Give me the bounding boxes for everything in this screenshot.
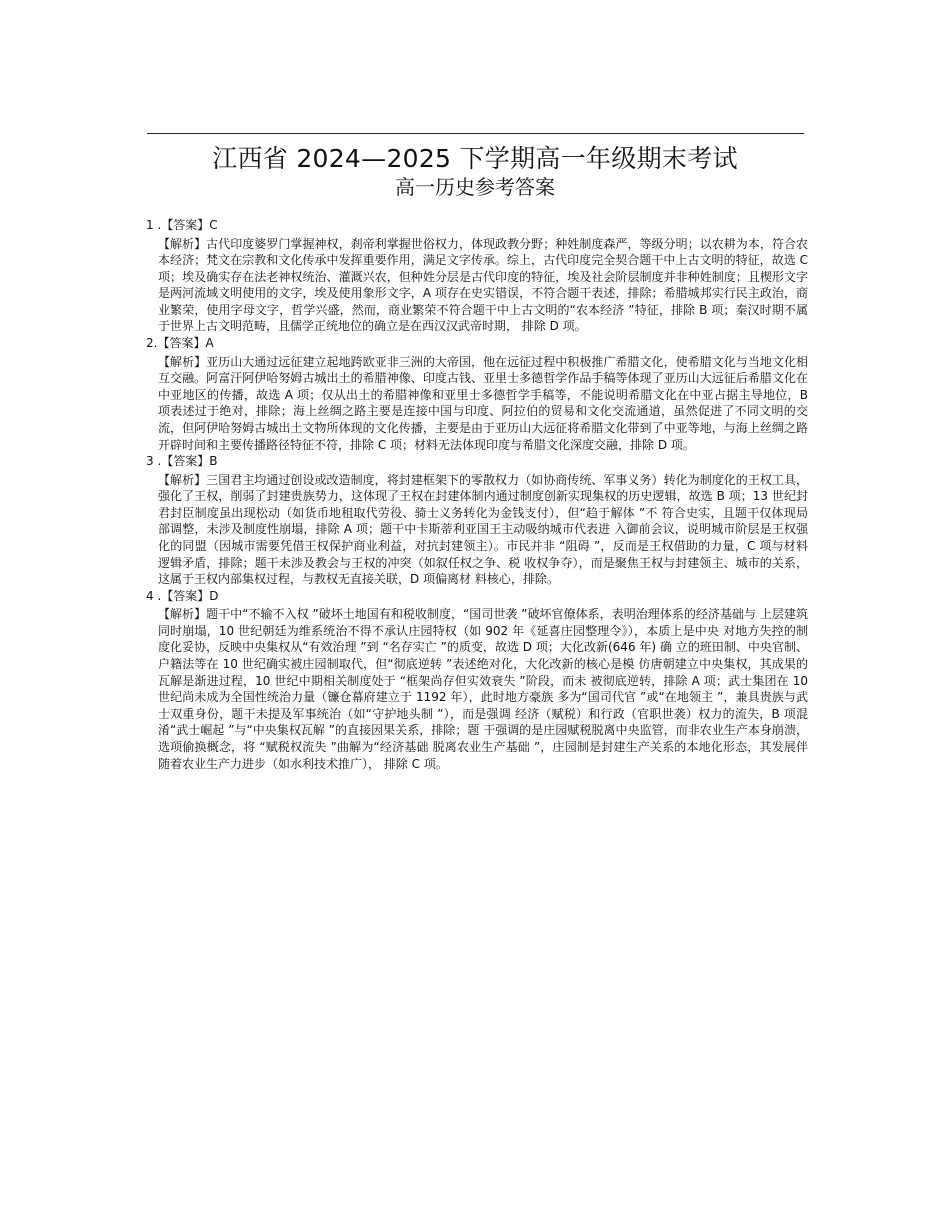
- question-1-block: [146, 217, 808, 335]
- question-3-analysis: 【解析】三国君主均通过创设或改造制度，将封建框架下的零散权力（如协商传统、军事义务）转化为制度化的王权工具，强化了王权，削弱了封建贵族势力，这体现了王权在封建体制内通过制度创新实现集权的历史逻辑，故选 B 项；13 世纪封君封臣制度虽出现松动（如货币地租取代劳役、骑士义务转化为金钱支付），但“趋于解体 ”不 符合史实，且题干仅体现局部调整，未涉及制度性崩塌，排除 A 项；题干中卡斯蒂利亚国王主动吸纳城市代表进 入御前会议，说明城市阶层是王权强化的同盟（因城市需要凭借王权保护商业利益，对抗封建领主）。市民并非 “阻碍 ”，反而是王权借助的力量，C 项与材料逻辑矛盾，排除；题干未涉及教会与王权的冲突（如叙任权之争、税 收权争夺），而是聚焦王权与封建领主、城市的关系，这属于王权内部集权过程，与教权无直接关联，D 项偏离材 料核心，排除。: [158, 472, 808, 587]
- answer-list: [146, 217, 808, 772]
- page-subtitle: 高一历史参考答案: [395, 175, 555, 199]
- question-4-analysis: 【解析】题干中“不输不入权 ”破坏土地国有和税收制度，“国司世袭 ”破坏官僚体系，表明治理体系的经济基础与 上层建筑同时崩塌，10 世纪朝廷为维系统治不得不承认庄园特权（如 902 年《延喜庄园整理令》），本质上是中央 对地方失控的制度化妥协，反映中央集权从“有效治理 ”到 “名存实亡 ”的质变，故选 D 项；大化改新(646 年) 确 立的班田制、中央官制、户籍法等在 10 世纪确实被庄园制取代，但“彻底逆转 ”表述绝对化，大化改新的核心是模 仿唐朝建立中央集权，其成果的瓦解是渐进过程，10 世纪中期相关制度处于 “框架尚存但实效衰失 ”阶段，而未 被彻底逆转，排除 A 项；武士集团在 10 世纪尚未成为全国性统治力量（镰仓幕府建立于 1192 年），此时地方豪族 多为“国司代官 ”或“在地领主 ”，兼具贵族与武士双重身份，题干未提及军事统治（如“守护地头制 ”），而是强调 经济（赋税）和行政（官职世袭）权力的流失，B 项混淆“武士崛起 ”与“中央集权瓦解 ”的直接因果关系，排除；题 干强调的是庄园赋税脱离中央监管，而非农业生产本身崩溃，选项偷换概念，将 “赋税权流失 ”曲解为“经济基础 脱离农业生产基础 ”，庄园制是封建生产关系的本地化形态，其发展伴随着农业生产力进步（如水利技术推广）， 排除 C 项。: [158, 607, 808, 771]
- question-2-analysis: 【解析】亚历山大通过远征建立起地跨欧亚非三洲的大帝国，他在远征过程中积极推广希腊文化，使希腊文化与当地文化相互交融。阿富汗阿伊哈努姆古城出土的希腊神像、印度古钱、亚里士多德哲学作品手稿等体现了亚历山大远征后希腊文化在中亚地区的传播，故选 A 项；仅从出土的希腊神像和亚里士多德哲学手稿等，不能说明希腊文化在中亚占据主导地位，B 项表述过于绝对，排除；海上丝绸之路主要是连接中国与印度、阿拉伯的贸易和文化交流通道，虽然促进了不同文明的交流，但阿伊哈努姆古城出土文物所体现的文化传播，主要是由于亚历山大远征将希腊文化带到了中亚等地，与海上丝绸之路开辟时间和主要传播路径特征不符，排除 C 项；材料无法体现印度与希腊文化深度交融，排除 D 项。: [158, 354, 808, 452]
- question-3-answer: 3 .【答案】B: [146, 454, 218, 469]
- top-horizontal-rule: [147, 133, 804, 134]
- page-title: 江西省 2024—2025 下学期高一年级期末考试: [212, 144, 738, 173]
- question-2-answer: 2.【答案】A: [146, 336, 214, 351]
- question-1-analysis: 【解析】古代印度婆罗门掌握神权，刹帝利掌握世俗权力，体现政教分野；种姓制度森严，等级分明；以农耕为本，符合农本经济；梵文在宗教和文化传承中发挥重要作用，满足文字传承。综上，古代印度完全契合题干中上古文明的特征，故选 C 项；埃及确实存在法老神权统治、灌溉兴农，但种姓分层是古代印度的特征，埃及社会阶层制度并非种姓制度；且楔形文字是两河流域文明使用的文字，埃及使用象形文字，A 项存在史实错误，不符合题干表述，排除；希腊城邦实行民主政治，商业繁荣，使用字母文字，哲学兴盛，然而，商业繁荣不符合题干中上古文明的“农本经济 ”特征，排除 B 项；秦汉时期不属于世界上古文明范畴，且儒学正统地位的确立是在西汉汉武帝时期， 排除 D 项。: [158, 236, 808, 334]
- question-4-block: [146, 588, 808, 772]
- question-4-answer: 4 .【答案】D: [146, 588, 219, 603]
- question-2-block: [146, 335, 808, 453]
- question-1-answer: 1 .【答案】C: [146, 218, 218, 232]
- question-3-block: [146, 453, 808, 588]
